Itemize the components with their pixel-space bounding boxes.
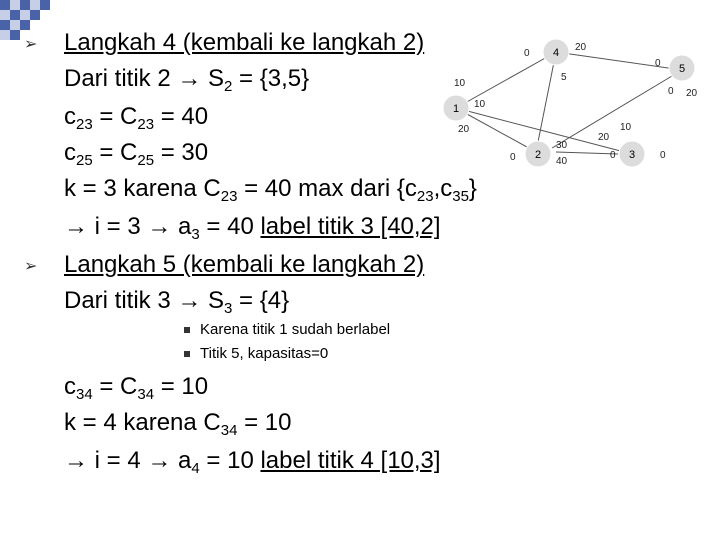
svg-text:40: 40: [556, 156, 568, 167]
step5-heading-text: Langkah 5 (kembali ke langkah 2): [64, 251, 425, 278]
step4-from-line: [64, 64, 309, 97]
svg-text:1: 1: [452, 103, 460, 115]
arrow-icon: →: [177, 65, 202, 92]
svg-text:0: 0: [510, 152, 516, 163]
square-bullet-icon: [184, 327, 190, 333]
step4-heading: [64, 28, 424, 58]
step4-heading-text: Langkah 4 (kembali ke langkah 2): [64, 29, 425, 56]
svg-text:20: 20: [575, 42, 587, 53]
svg-text:2: 2: [534, 149, 542, 161]
arrow-icon: →: [147, 213, 172, 240]
svg-text:20: 20: [458, 124, 470, 135]
bullet-arrow-icon: ➢: [24, 258, 38, 275]
set-label: S: [208, 65, 225, 92]
svg-text:10: 10: [620, 122, 632, 133]
graph-node-5: [669, 55, 695, 81]
arrow-icon: →: [177, 287, 202, 314]
graph-node-3: [619, 141, 645, 167]
step4-i-line: → $i = 3 \to a_3 = 40$ label titik 3 [40,2]: [64, 213, 441, 243]
arrow-icon: →: [64, 213, 88, 240]
step4-from-text: Dari titik 2: [64, 65, 171, 92]
svg-text:10: 10: [474, 99, 486, 110]
step5-label-result: label titik 4 [10,3]: [260, 447, 441, 474]
svg-text:5: 5: [678, 63, 686, 75]
graph-edge-labels: [454, 42, 698, 167]
square-bullet-icon: [184, 351, 190, 357]
step5-i-line: → $i = 4 \to a_4 = 10$ label titik 4 [10,3]: [64, 447, 441, 477]
svg-text:30: 30: [556, 140, 568, 151]
svg-text:0: 0: [660, 150, 666, 161]
step4-label-result: label titik 3 [40,2]: [260, 213, 441, 240]
step5-k-line: k = 4 karena $C_{34} = 10$: [64, 409, 292, 439]
arrow-icon: →: [64, 447, 88, 474]
graph-node-2: [525, 141, 551, 167]
step5-note-2: Titik 5, kapasitas=0: [184, 344, 328, 364]
svg-text:20: 20: [686, 88, 698, 99]
set-value: = {3,5}: [232, 65, 310, 92]
step4-k-line: k = 3 karena $C_{23} = 40$ max dari $\{c_{23},c_{35}\}$: [64, 175, 477, 205]
network-graph: [420, 30, 720, 180]
graph-node-4: [543, 39, 569, 65]
arrow-icon: →: [147, 447, 172, 474]
svg-text:20: 20: [598, 132, 610, 143]
step5-note-1: Karena titik 1 sudah berlabel: [184, 320, 390, 340]
step5-from-line: Dari titik $3 \to S_3 = \{4\}$: [64, 287, 290, 317]
svg-text:0: 0: [655, 58, 661, 69]
set-subscript: 2: [224, 78, 233, 95]
bullet-arrow-icon: ➢: [24, 36, 38, 53]
step4-c25-line: $c_{25} = C_{25} = 30$: [64, 139, 209, 169]
svg-text:10: 10: [454, 78, 466, 89]
step4-c23-line: $c_{23} = C_{23} = 40$: [64, 103, 209, 133]
svg-text:3: 3: [628, 149, 636, 161]
svg-text:5: 5: [561, 72, 567, 83]
graph-node-1: [443, 95, 469, 121]
step5-heading: [64, 250, 424, 280]
svg-text:0: 0: [524, 48, 530, 59]
svg-text:0: 0: [668, 86, 674, 97]
svg-text:4: 4: [552, 47, 560, 59]
svg-text:0: 0: [610, 150, 616, 161]
step5-c34-line: $c_{34} = C_{34} = 10$: [64, 373, 209, 403]
